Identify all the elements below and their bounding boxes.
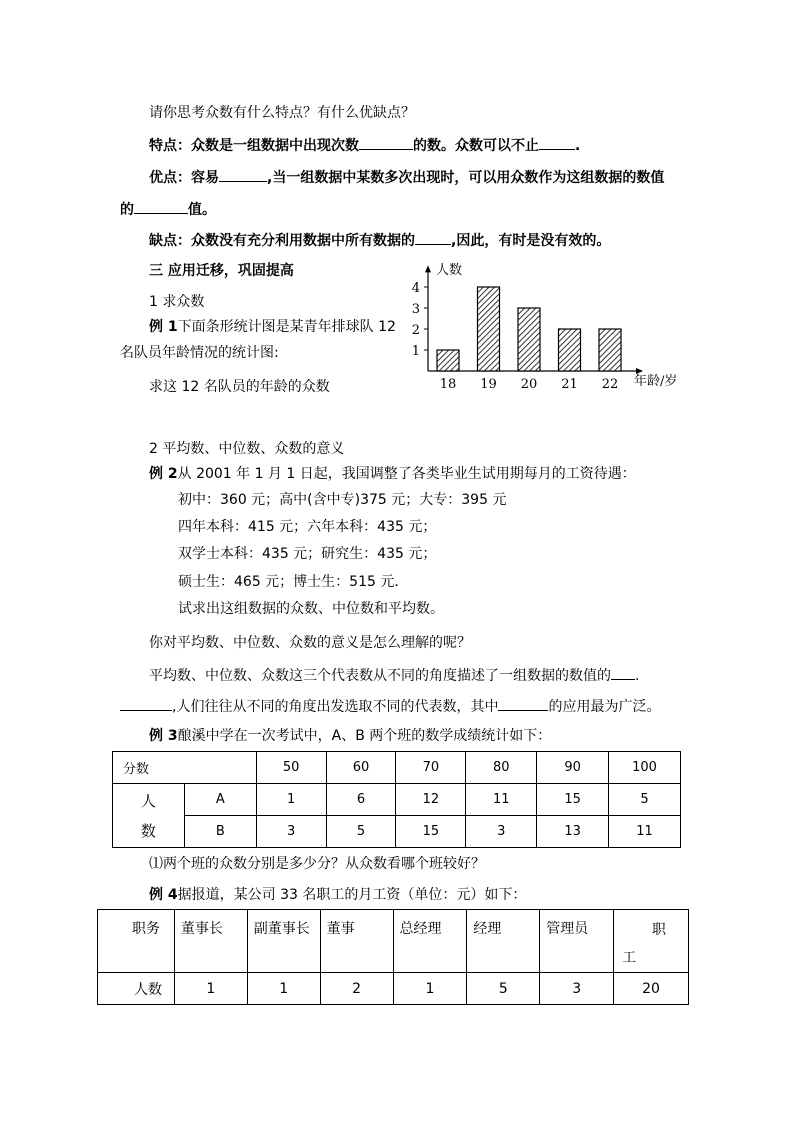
table-cell: 6: [326, 784, 396, 816]
sub-heading-1: 1 求众数: [149, 294, 205, 310]
score-header-label: 分数: [113, 752, 257, 784]
adv-text-b: ,当一组数据中某数多次出现时，可以用众数作为这组数据的数值: [267, 170, 665, 186]
score-col: 50: [256, 752, 326, 784]
meaning-text-c: 的应用最为广泛。: [548, 699, 661, 715]
table-cell: 11: [609, 816, 681, 848]
example-2-question: 试求出这组数据的众数、中位数和平均数。: [178, 601, 444, 617]
count-cell: 1: [174, 973, 247, 1005]
y-axis-arrow: [425, 265, 431, 272]
table-row: [113, 816, 681, 848]
class-label: B: [184, 816, 256, 848]
meaning-dot: .: [635, 668, 640, 684]
row-group-char-2: 数: [140, 821, 156, 840]
meaning-line-1: [149, 665, 639, 685]
feature-line: [149, 135, 580, 155]
table-cell: 12: [396, 784, 466, 816]
position-cell: 经理: [467, 910, 540, 973]
meaning-line-2: [120, 696, 660, 716]
table-cell: 11: [466, 784, 537, 816]
score-col: 80: [466, 752, 537, 784]
example-1-text: 下面条形统计图是某青年排球队 12: [177, 319, 396, 335]
feature-blank-2: [539, 135, 575, 150]
table-cell: 15: [396, 816, 466, 848]
y-tick-label: 1: [411, 344, 420, 359]
position-cell: 董事长: [174, 910, 247, 973]
count-cell: 5: [467, 973, 540, 1005]
dis-blank: [415, 230, 451, 245]
dis-text-b: ,因此，有时是没有效的。: [451, 233, 611, 249]
adv-label: 优点：: [149, 170, 191, 186]
adv2-text-b: 值。: [188, 202, 216, 218]
table-cell: 1: [256, 784, 326, 816]
bar: [437, 350, 459, 371]
example-3-line: [149, 727, 551, 745]
adv-blank-2: [134, 199, 188, 214]
bar: [518, 308, 540, 371]
count-cell: 1: [247, 973, 320, 1005]
bar: [478, 287, 500, 371]
salary-line-2: 四年本科：415 元；六年本科：435 元；: [178, 519, 437, 535]
x-tick-label: 21: [561, 377, 578, 392]
adv-blank-1: [219, 167, 267, 182]
dis-label: 缺点：: [149, 233, 191, 249]
feature-text-b: 的数。众数可以不止: [413, 138, 539, 154]
count-cell: 20: [614, 973, 689, 1005]
feature-text-c: .: [575, 138, 581, 154]
class-label: A: [184, 784, 256, 816]
count-label: 人数: [98, 973, 175, 1005]
count-cell: 2: [320, 973, 393, 1005]
x-tick-label: 19: [480, 377, 497, 392]
x-tick-label: 18: [439, 377, 457, 392]
example-1-line-2: 名队员年龄情况的统计图:: [120, 345, 279, 361]
feature-text-a: 众数是一组数据中出现次数: [191, 138, 359, 154]
example-2-label: 例 2: [149, 466, 178, 482]
staff-char-1: 职: [652, 922, 666, 938]
meaning-blank-3: [498, 696, 548, 711]
example-3-label: 例 3: [149, 728, 178, 744]
example-4-label: 例 4: [149, 887, 178, 903]
position-cell: 董事: [320, 910, 393, 973]
row-group-char-1: 人: [140, 791, 156, 810]
example-1-line: [149, 318, 396, 336]
score-header-row: [113, 752, 681, 784]
x-tick-label: 20: [520, 377, 538, 392]
table-cell: 3: [256, 816, 326, 848]
advantage-line-2: [120, 199, 216, 219]
x-tick-label: 22: [601, 377, 619, 392]
position-cell: 副董事长: [247, 910, 320, 973]
example-4-line: [149, 886, 526, 904]
example-2-text: 从 2001 年 1 月 1 日起，我国调整了各类毕业生试用期每月的工资待遇：: [177, 466, 636, 482]
position-cell: 管理员: [540, 910, 614, 973]
salary-line-1: 初中：360 元；高中(含中专)375 元；大专：395 元: [178, 492, 507, 508]
feature-blank-1: [359, 135, 413, 150]
score-table: [112, 751, 681, 848]
meaning-blank-2: [120, 696, 172, 711]
salary-line-3: 双学士本科：435 元；研究生：435 元；: [178, 546, 437, 562]
count-row: [98, 973, 689, 1005]
table-cell: 5: [326, 816, 396, 848]
table-cell: 3: [466, 816, 537, 848]
example-3-text: 酿溪中学在一次考试中，A、B 两个班的数学成绩统计如下：: [177, 728, 552, 744]
staff-char-2: 工: [622, 950, 637, 966]
feature-label: 特点：: [149, 138, 191, 154]
row-group-label: [113, 784, 185, 848]
meaning-text-b: ,人们往往从不同的角度出发选取不同的代表数，其中: [172, 699, 499, 715]
meaning-question: 你对平均数、中位数、众数的意义是怎么理解的呢？: [149, 635, 471, 651]
table-cell: 5: [609, 784, 681, 816]
y-tick-label: 3: [411, 302, 420, 317]
adv-text-a: 容易: [191, 170, 219, 186]
count-cell: 1: [393, 973, 467, 1005]
advantage-line: [149, 167, 664, 187]
example-2-line: [149, 465, 636, 483]
meaning-blank-1: [611, 665, 635, 680]
y-axis-label: 人数: [436, 263, 463, 278]
position-row: [98, 910, 689, 973]
score-col: 70: [396, 752, 466, 784]
score-col: 60: [326, 752, 396, 784]
example-1-question: 求这 12 名队员的年龄的众数: [149, 379, 330, 395]
table-row: [113, 784, 681, 816]
meaning-text-a: 平均数、中位数、众数这三个代表数从不同的角度描述了一组数据的数值的: [149, 668, 611, 684]
score-col: 90: [537, 752, 609, 784]
position-cell-staff: [614, 910, 689, 973]
bar: [559, 329, 581, 371]
table-cell: 15: [537, 784, 609, 816]
salary-line-4: 硕士生：465 元；博士生：515 元．: [178, 574, 409, 590]
dis-text-a: 众数没有充分利用数据中所有数据的: [191, 233, 415, 249]
y-tick-label: 2: [411, 323, 420, 338]
example-1-label: 例 1: [149, 319, 178, 335]
example-3-question: ⑴两个班的众数分别是多少分？从众数看哪个班较好？: [149, 856, 485, 872]
score-col: 100: [609, 752, 681, 784]
count-cell: 3: [540, 973, 614, 1005]
think-prompt: 请你思考众数有什么特点？有什么优缺点？: [149, 105, 415, 121]
disadvantage-line: [149, 230, 610, 250]
example-4-text: 据报道，某公司 33 名职工的月工资（单位：元）如下：: [177, 887, 527, 903]
section-heading: 三 应用迁移，巩固提高: [149, 263, 294, 279]
y-tick-label: 4: [411, 281, 420, 296]
table-cell: 13: [537, 816, 609, 848]
adv2-text-a: 的: [120, 202, 134, 218]
bar: [599, 329, 621, 371]
position-header-label: 职务: [98, 910, 175, 973]
age-bar-chart: [410, 258, 700, 398]
x-axis-label: 年龄/岁: [634, 374, 678, 389]
salary-table: [97, 909, 689, 1005]
position-cell: 总经理: [393, 910, 467, 973]
sub-heading-2: 2 平均数、中位数、众数的意义: [149, 441, 345, 457]
